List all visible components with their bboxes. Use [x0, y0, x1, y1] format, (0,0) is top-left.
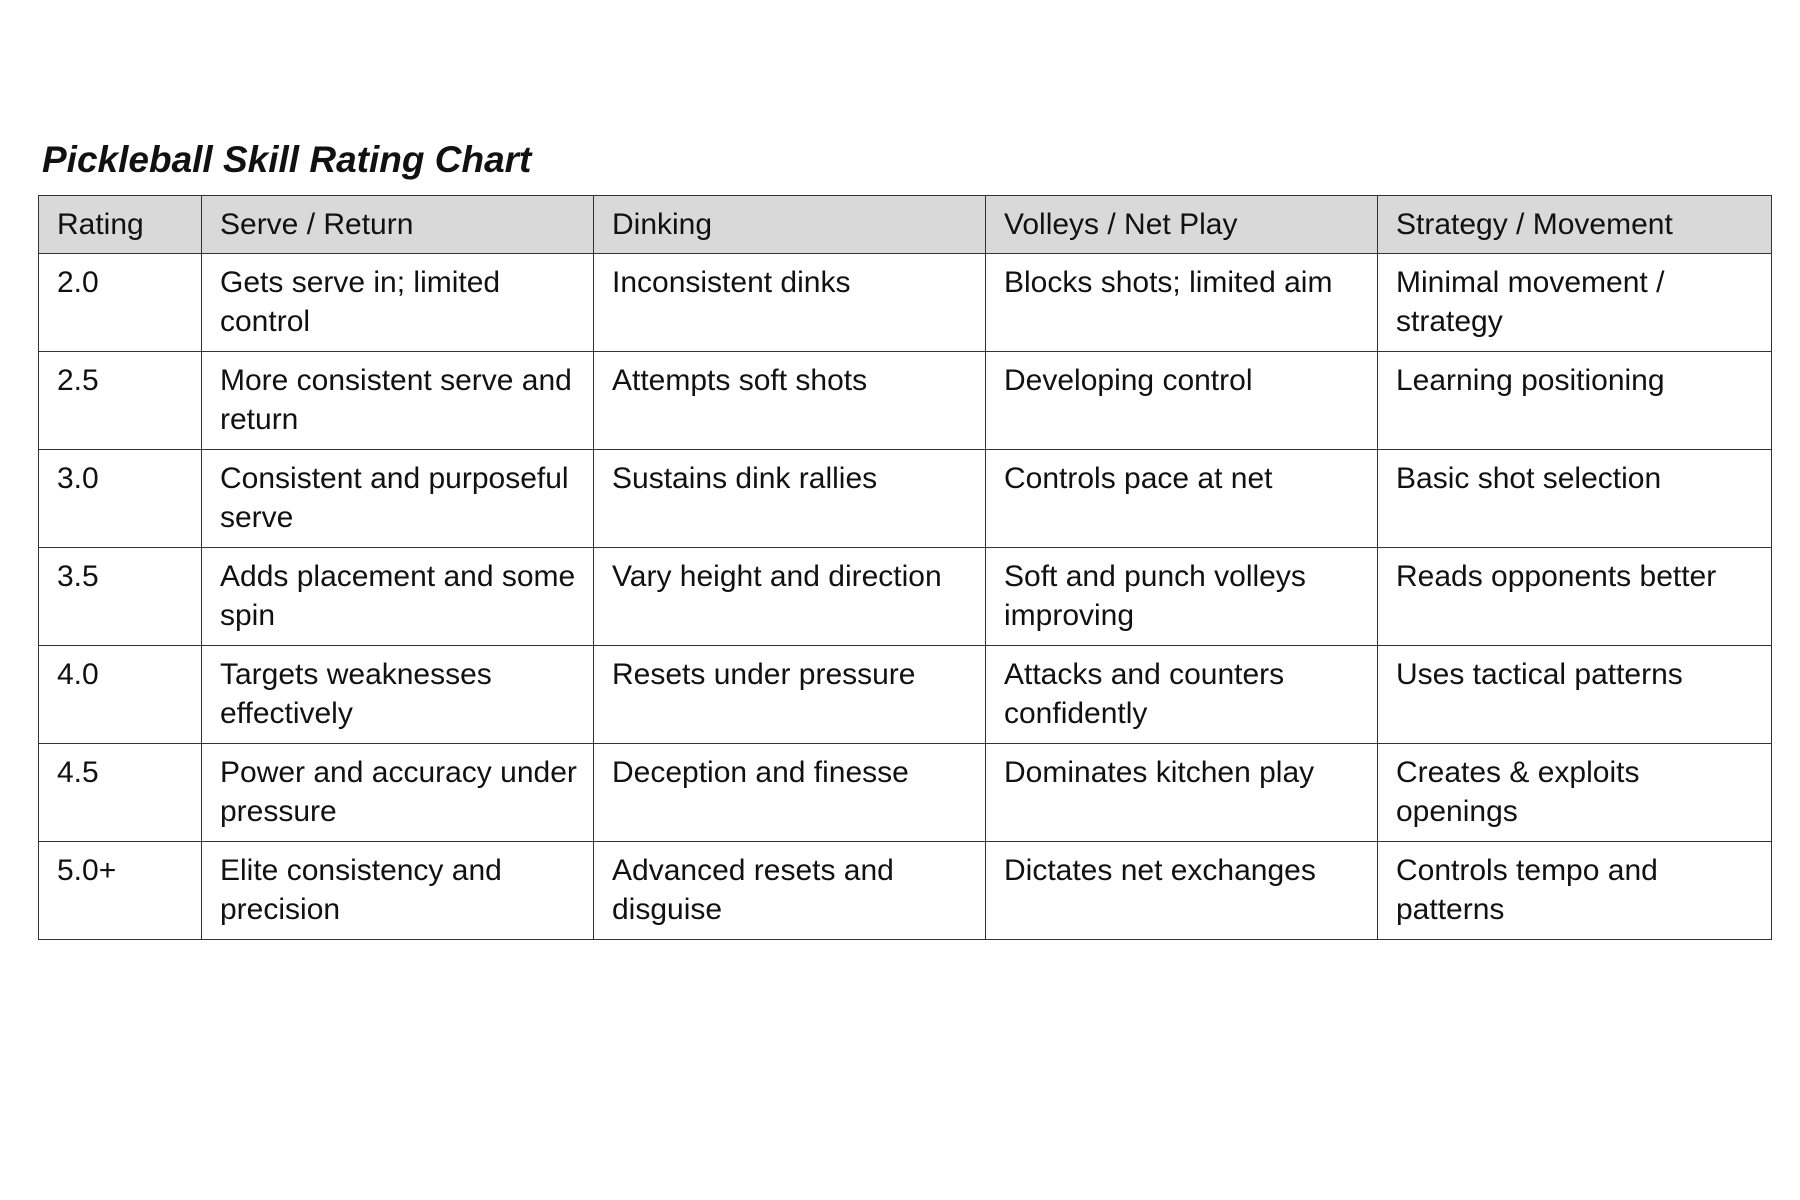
volleys-net-play-cell: Soft and punch volleys improving: [986, 548, 1378, 646]
table-header-row: [39, 196, 1772, 254]
volleys-net-play-cell: Attacks and counters confidently: [986, 646, 1378, 744]
serve-return-cell: Adds placement and some spin: [202, 548, 594, 646]
table-row: [39, 450, 1772, 548]
volleys-net-play-cell: Developing control: [986, 352, 1378, 450]
strategy-movement-cell: Reads opponents better: [1378, 548, 1772, 646]
dinking-cell: Attempts soft shots: [594, 352, 986, 450]
table-row: [39, 352, 1772, 450]
strategy-movement-cell: Uses tactical patterns: [1378, 646, 1772, 744]
column-header-serve-return: Serve / Return: [202, 196, 594, 254]
strategy-movement-cell: Controls tempo and patterns: [1378, 842, 1772, 940]
volleys-net-play-cell: Dictates net exchanges: [986, 842, 1378, 940]
serve-return-cell: More consistent serve and return: [202, 352, 594, 450]
strategy-movement-cell: Minimal movement / strategy: [1378, 254, 1772, 352]
dinking-cell: Inconsistent dinks: [594, 254, 986, 352]
rating-cell: 4.0: [39, 646, 202, 744]
volleys-net-play-cell: Blocks shots; limited aim: [986, 254, 1378, 352]
table-row: [39, 842, 1772, 940]
column-header-strategy-movement: Strategy / Movement: [1378, 196, 1772, 254]
rating-cell: 2.5: [39, 352, 202, 450]
skill-rating-table: [38, 195, 1772, 940]
rating-cell: 5.0+: [39, 842, 202, 940]
rating-cell: 4.5: [39, 744, 202, 842]
document-title: Pickleball Skill Rating Chart: [42, 139, 532, 180]
table-row: [39, 744, 1772, 842]
volleys-net-play-cell: Controls pace at net: [986, 450, 1378, 548]
table-row: [39, 548, 1772, 646]
column-header-volleys-net-play: Volleys / Net Play: [986, 196, 1378, 254]
strategy-movement-cell: Creates & exploits openings: [1378, 744, 1772, 842]
serve-return-cell: Targets weaknesses effectively: [202, 646, 594, 744]
serve-return-cell: Elite consistency and precision: [202, 842, 594, 940]
rating-cell: 3.0: [39, 450, 202, 548]
dinking-cell: Vary height and direction: [594, 548, 986, 646]
rating-cell: 2.0: [39, 254, 202, 352]
dinking-cell: Deception and finesse: [594, 744, 986, 842]
table-row: [39, 646, 1772, 744]
strategy-movement-cell: Learning positioning: [1378, 352, 1772, 450]
serve-return-cell: Power and accuracy under pressure: [202, 744, 594, 842]
rating-cell: 3.5: [39, 548, 202, 646]
strategy-movement-cell: Basic shot selection: [1378, 450, 1772, 548]
dinking-cell: Sustains dink rallies: [594, 450, 986, 548]
column-header-rating: Rating: [39, 196, 202, 254]
dinking-cell: Advanced resets and disguise: [594, 842, 986, 940]
column-header-dinking: Dinking: [594, 196, 986, 254]
serve-return-cell: Consistent and purposeful serve: [202, 450, 594, 548]
volleys-net-play-cell: Dominates kitchen play: [986, 744, 1378, 842]
serve-return-cell: Gets serve in; limited control: [202, 254, 594, 352]
table-row: [39, 254, 1772, 352]
dinking-cell: Resets under pressure: [594, 646, 986, 744]
